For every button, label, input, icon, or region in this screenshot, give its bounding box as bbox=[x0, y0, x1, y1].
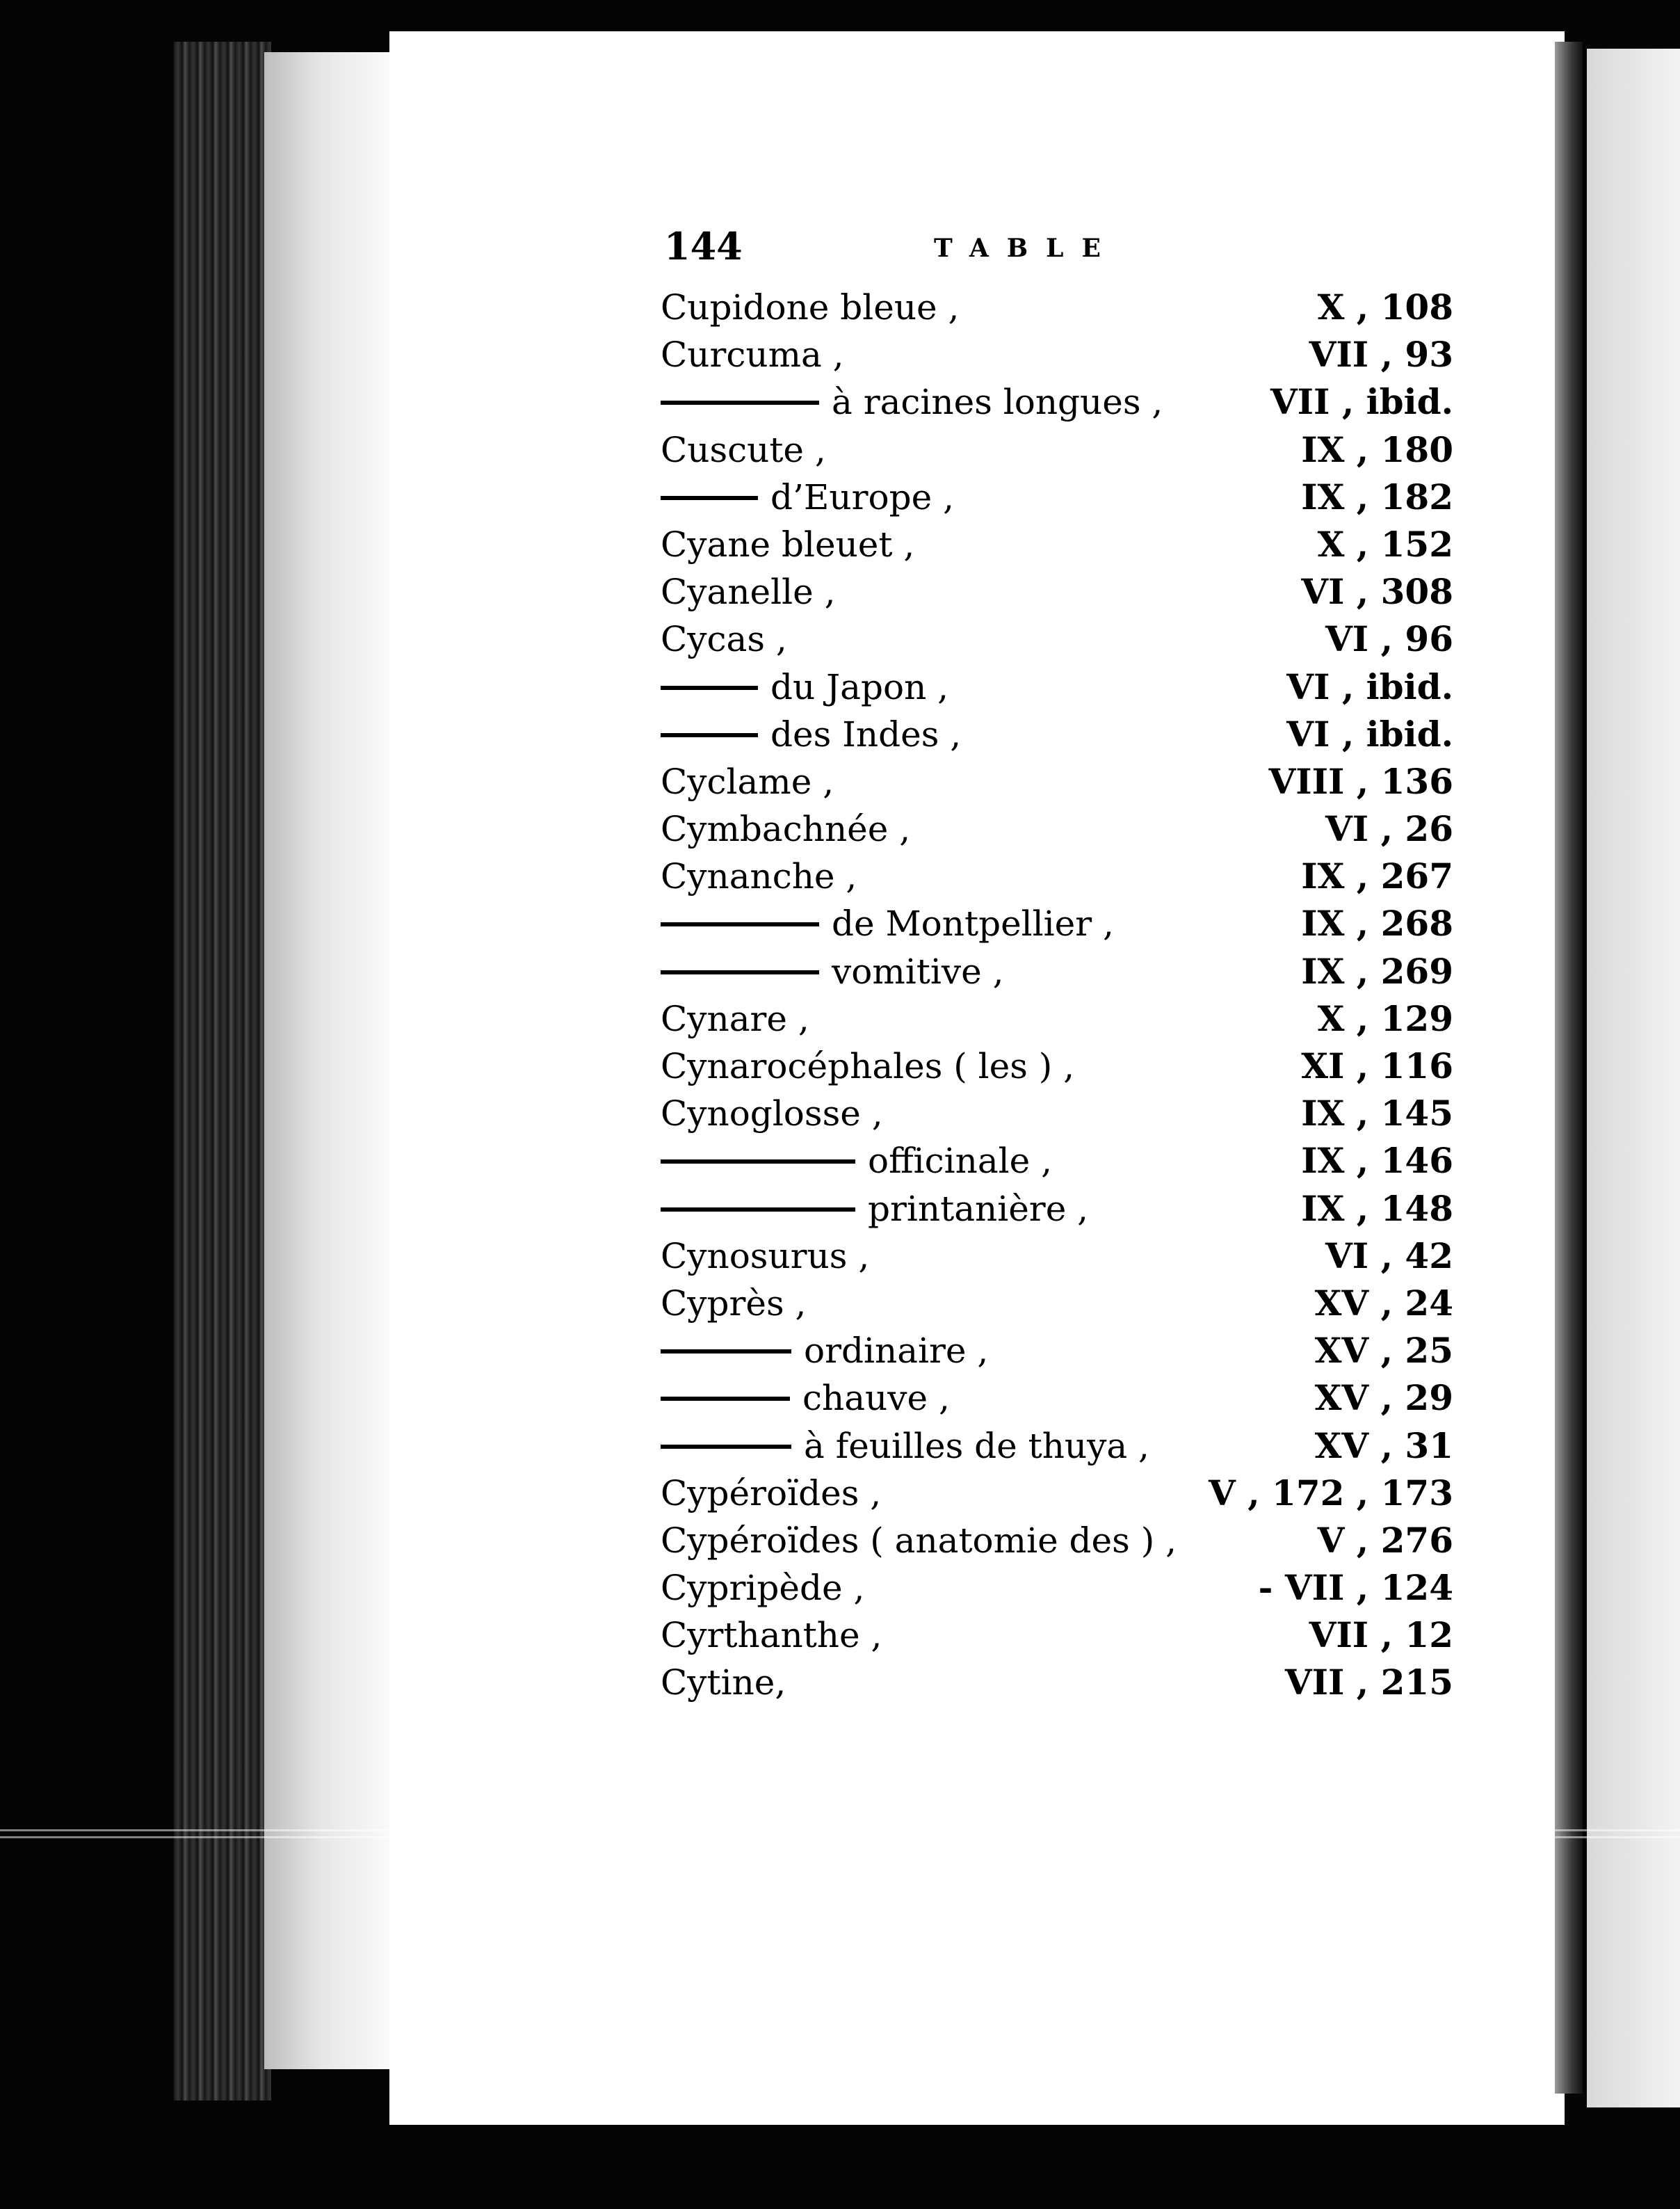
entry-term bbox=[661, 1374, 950, 1422]
entry-name: vomitive , bbox=[832, 951, 1004, 992]
entry-name: d’Europe , bbox=[770, 476, 954, 517]
index-entry bbox=[661, 568, 1453, 616]
entry-name: Cynarocéphales ( les ) , bbox=[661, 1046, 1075, 1086]
entry-term bbox=[661, 1137, 1052, 1184]
index-entry bbox=[661, 1564, 1453, 1612]
index-entry bbox=[661, 1659, 1453, 1706]
entry-term bbox=[661, 758, 834, 805]
index-entry bbox=[661, 1374, 1453, 1422]
ditto-dash bbox=[661, 922, 819, 926]
page-edge-shadow bbox=[1555, 42, 1583, 2094]
entry-reference: XI , 116 bbox=[1301, 1045, 1453, 1086]
entry-reference: XV , 24 bbox=[1314, 1282, 1453, 1324]
ditto-dash bbox=[661, 1349, 791, 1353]
entry-term bbox=[661, 426, 826, 474]
entry-name: Cupidone bleue , bbox=[661, 287, 960, 328]
scan-artifact-line bbox=[0, 1836, 1680, 1838]
entry-reference: IX , 180 bbox=[1301, 428, 1453, 470]
ditto-dash bbox=[661, 970, 819, 974]
entry-reference: V , 172 , 173 bbox=[1209, 1472, 1453, 1513]
entry-term bbox=[661, 1327, 988, 1374]
entry-reference: VI , 42 bbox=[1325, 1235, 1453, 1276]
entry-reference: IX , 146 bbox=[1301, 1140, 1453, 1182]
entry-name: à feuilles de thuya , bbox=[804, 1425, 1149, 1466]
entry-term bbox=[661, 331, 844, 378]
index-entry bbox=[661, 616, 1453, 663]
entry-term bbox=[661, 948, 1003, 995]
entry-term bbox=[661, 1090, 883, 1137]
index-entry bbox=[661, 1422, 1453, 1470]
index-entry bbox=[661, 1043, 1453, 1090]
entry-reference: IX , 145 bbox=[1301, 1093, 1453, 1134]
entry-name: Cytine, bbox=[661, 1662, 786, 1703]
entry-term bbox=[661, 568, 835, 616]
entry-term bbox=[661, 1564, 864, 1612]
entry-name: printanière , bbox=[868, 1188, 1089, 1229]
entry-term bbox=[661, 664, 948, 711]
entry-name: Cyclame , bbox=[661, 761, 834, 802]
running-title: TABLE bbox=[934, 234, 1119, 263]
entry-reference: IX , 182 bbox=[1301, 476, 1453, 517]
ditto-dash bbox=[661, 733, 758, 737]
ditto-dash bbox=[661, 1159, 855, 1164]
entry-name: Cypéroïdes , bbox=[661, 1472, 882, 1513]
entry-name: Cymbachnée , bbox=[661, 809, 911, 850]
entry-reference: X , 108 bbox=[1317, 287, 1453, 328]
entry-term bbox=[661, 284, 959, 331]
entry-term bbox=[661, 378, 1163, 426]
index-entry bbox=[661, 995, 1453, 1043]
entry-name: Cyprès , bbox=[661, 1283, 807, 1324]
entry-term bbox=[661, 1280, 806, 1327]
index-entry bbox=[661, 711, 1453, 758]
entry-reference: IX , 148 bbox=[1301, 1187, 1453, 1229]
index-entry bbox=[661, 1280, 1453, 1327]
entry-name: chauve , bbox=[802, 1378, 950, 1419]
entry-reference: VI , ibid. bbox=[1286, 666, 1453, 707]
ditto-dash bbox=[661, 1207, 855, 1212]
entry-term bbox=[661, 995, 809, 1043]
entry-term bbox=[661, 1470, 881, 1517]
entry-term bbox=[661, 805, 910, 853]
entry-reference: VII , 93 bbox=[1309, 334, 1453, 376]
entry-reference: IX , 268 bbox=[1301, 903, 1453, 945]
entry-name: Cyane bleuet , bbox=[661, 524, 915, 565]
entry-name: Cuscute , bbox=[661, 429, 826, 470]
entry-reference: - VII , 124 bbox=[1258, 1567, 1453, 1609]
entry-name: du Japon , bbox=[770, 666, 949, 707]
entry-reference: VI , ibid. bbox=[1286, 713, 1453, 755]
entry-term bbox=[661, 1422, 1149, 1470]
entry-reference: VI , 96 bbox=[1325, 618, 1453, 660]
page-number: 144 bbox=[664, 224, 743, 268]
entry-reference: VII , 215 bbox=[1284, 1662, 1453, 1703]
entry-term bbox=[661, 1043, 1074, 1090]
index-entry bbox=[661, 1327, 1453, 1374]
entry-term bbox=[661, 1612, 882, 1659]
entry-term bbox=[661, 853, 857, 900]
index-entry bbox=[661, 1612, 1453, 1659]
entry-name: Cynare , bbox=[661, 998, 809, 1039]
entry-name: Cynanche , bbox=[661, 856, 857, 897]
book-binding bbox=[174, 42, 271, 2100]
index-entry bbox=[661, 853, 1453, 900]
entry-reference: XV , 25 bbox=[1314, 1330, 1453, 1372]
entry-name: Curcuma , bbox=[661, 335, 844, 376]
entry-reference: X , 152 bbox=[1317, 523, 1453, 565]
entry-term bbox=[661, 1517, 1177, 1564]
entry-name: ordinaire , bbox=[804, 1331, 989, 1372]
entry-reference: IX , 269 bbox=[1301, 950, 1453, 992]
entry-name: Cynosurus , bbox=[661, 1235, 870, 1276]
ditto-dash bbox=[661, 401, 819, 405]
entry-name: Cyrthanthe , bbox=[661, 1615, 882, 1656]
entry-reference: V , 276 bbox=[1317, 1519, 1453, 1561]
entry-term bbox=[661, 521, 914, 568]
entry-name: Cyanelle , bbox=[661, 572, 836, 613]
entry-term bbox=[661, 1185, 1088, 1232]
entry-name: Cycas , bbox=[661, 619, 787, 660]
entry-reference: VI , 308 bbox=[1301, 571, 1453, 613]
index-entry bbox=[661, 284, 1453, 331]
index-entry bbox=[661, 805, 1453, 853]
index-entry bbox=[661, 1185, 1453, 1232]
entry-term bbox=[661, 711, 961, 758]
ditto-dash bbox=[661, 1397, 790, 1401]
entry-name: des Indes , bbox=[770, 714, 962, 755]
entry-term bbox=[661, 900, 1114, 947]
index-entry bbox=[661, 378, 1453, 426]
entry-reference: X , 129 bbox=[1317, 997, 1453, 1039]
index-entry bbox=[661, 331, 1453, 378]
index-entry bbox=[661, 1137, 1453, 1184]
ditto-dash bbox=[661, 686, 758, 690]
index-entry bbox=[661, 521, 1453, 568]
index-entry bbox=[661, 900, 1453, 947]
entry-name: Cypéroïdes ( anatomie des ) , bbox=[661, 1520, 1177, 1561]
index-entry bbox=[661, 948, 1453, 995]
entry-name: officinale , bbox=[868, 1141, 1052, 1182]
index-entry bbox=[661, 1470, 1453, 1517]
entry-reference: XV , 31 bbox=[1314, 1424, 1453, 1466]
index-entry bbox=[661, 1517, 1453, 1564]
entry-name: Cynoglosse , bbox=[661, 1093, 883, 1134]
running-head bbox=[664, 224, 1450, 273]
scan-artifact-line bbox=[0, 1829, 1680, 1831]
entry-reference: VII , 12 bbox=[1309, 1614, 1453, 1656]
entry-name: Cypripède , bbox=[661, 1568, 865, 1609]
index-entry bbox=[661, 664, 1453, 711]
entry-reference: VII , ibid. bbox=[1270, 381, 1453, 423]
entry-reference: VI , 26 bbox=[1325, 808, 1453, 850]
entry-reference: XV , 29 bbox=[1314, 1377, 1453, 1419]
entry-name: à racines longues , bbox=[832, 382, 1163, 423]
entry-reference: VIII , 136 bbox=[1268, 760, 1453, 802]
ditto-dash bbox=[661, 1445, 791, 1449]
index-entry bbox=[661, 474, 1453, 521]
entry-term bbox=[661, 1232, 869, 1280]
entry-name: de Montpellier , bbox=[832, 903, 1114, 945]
entry-term bbox=[661, 616, 787, 663]
index-entry bbox=[661, 426, 1453, 474]
adjacent-page-edge bbox=[1587, 49, 1680, 2107]
index-entry bbox=[661, 1232, 1453, 1280]
ditto-dash bbox=[661, 496, 758, 500]
entry-term bbox=[661, 1659, 786, 1706]
index-list bbox=[661, 284, 1453, 1707]
index-entry bbox=[661, 758, 1453, 805]
entry-reference: IX , 267 bbox=[1301, 856, 1453, 897]
page-gutter bbox=[264, 52, 389, 2069]
entry-term bbox=[661, 474, 954, 521]
index-entry bbox=[661, 1090, 1453, 1137]
